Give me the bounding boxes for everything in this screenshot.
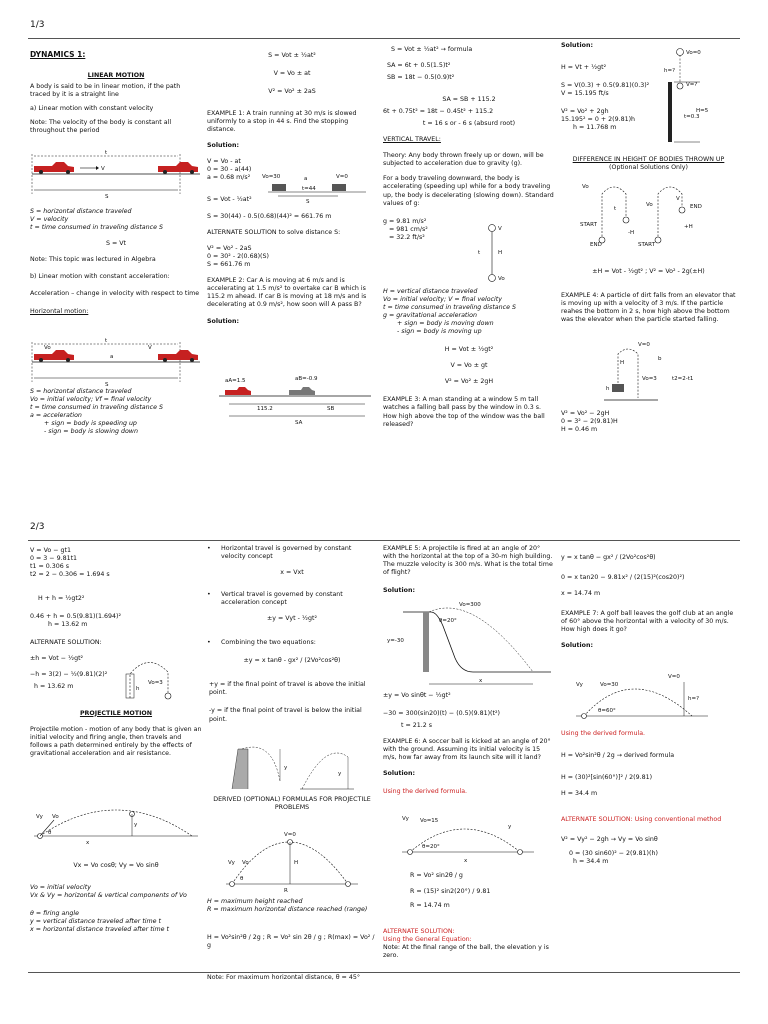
solution-line: y = x tanθ − gx² / (2Vo²cos²θ) [561,554,656,561]
p2-column-1 [30,547,202,758]
svg-text:t: t [478,250,481,256]
svg-text:V=0: V=0 [284,832,296,838]
definition: t = time consumed in traveling distance S [383,304,516,312]
svg-text:H: H [620,360,625,366]
page-number: 2/3 [30,522,45,532]
definition: Vo = initial velocity [30,884,91,892]
bullet-icon: • [207,639,211,647]
solution-line: 0 = x tan20 − 9.81x² / (2(15)²(cos20)²) [561,574,685,582]
formula: H = Vo²sin²θ / 2g ; R = Vo² sin 2θ / g ; R(max) = Vo² / g [207,934,375,950]
solution-line: 0 = 30 - a(44) [207,166,252,174]
definition: + sign = body is moving down [397,320,494,328]
solution-line: −h = 3(2) − ½(9.81)(2)² [30,671,108,679]
solution-label: Solution: [561,642,593,650]
formula: S = Vot ± ½at² → formula [391,46,473,53]
definition: t = time consumed in traveling distance S [30,404,163,412]
solution-line: H = 0.46 m [561,426,598,434]
paragraph: A body is said to be in linear motion, if the path traced by it is a straight line [30,82,181,98]
solution-line: 0 = 3² − 2(9.81)H [561,418,618,426]
definition: S = horizontal distance traveled [30,208,132,215]
svg-text:Vo=300: Vo=300 [459,602,481,608]
definition: S = horizontal distance traveled [30,388,132,395]
definition: Vo = initial velocity; V = final velocity [383,296,502,304]
solution-line: S = V(0.3) + 0.5(9.81)(0.3)² [561,82,650,90]
solution-line: H = (30)²[sin(60°)]² / 2(9.81) [561,774,653,782]
p1-column-4 [561,42,671,132]
svg-text:Vo=30: Vo=30 [262,174,281,180]
paragraph: Note: At the final range of the ball, the elevation y is zero. [383,944,549,960]
solution-line: h = 13.62 m [48,621,88,629]
svg-text:t=0.3: t=0.3 [684,114,700,120]
definition: g = gravitational acceleration [383,312,477,320]
svg-text:θ: θ [48,830,52,836]
solution-line: R = (15)² sin2(20°) / 9.81 [410,888,491,896]
svg-text:SB: SB [327,406,335,412]
svg-text:START: START [638,242,655,248]
paragraph: a) Linear motion with constant velocity [30,104,154,112]
formula: V = Vo ± at [273,70,311,78]
svg-text:Vo=0: Vo=0 [686,50,701,56]
svg-text:aA=1.5: aA=1.5 [225,378,246,384]
svg-text:Vy: Vy [36,814,43,820]
example-text: EXAMPLE 4: A particle of dirt falls from an elevator that is moving up with a velocity of 3 m/s. If the particle reahes the bottom in 2 s, how high above the bottom was the elevator when the particle started falling. [561,292,736,324]
svg-text:t: t [614,206,617,212]
svg-text:h: h [136,686,140,692]
svg-text:V: V [148,345,152,351]
svg-text:t2=2-t1: t2=2-t1 [672,376,694,382]
solution-line: t = 21.2 s [401,722,433,730]
doc-title: DYNAMICS 1: [30,50,86,59]
definition: + sign = body is speeding up [44,420,137,428]
svg-text:Vo: Vo [646,202,653,208]
example-text: EXAMPLE 5: A projectile is fired at an angle of 20° with the horizontal at the top of a 30-m high building. The muzzle velocity is 300 m/s. What is the total time of flight? [383,545,553,577]
svg-text:H=5: H=5 [696,108,709,114]
paragraph: Projectile motion - motion of any body that is given an initial velocity and firing angle, then travels and follows a path determined entirely by the effects of gravitational acceleration and air resistance. [30,725,202,757]
car-icon [225,387,251,395]
svg-text:S: S [105,382,109,388]
p2-column-3b [383,692,555,796]
solution-line: 0 = 3 − 9.81t1 [30,555,78,563]
formula: ±H = Vot - ½gt² ; V² = Vo² - 2g(±H) [592,268,705,275]
solution-line: h = 11.768 m [573,124,617,132]
page-rule [28,972,740,973]
formula: ±y = Vyt - ½gt² [267,615,317,623]
paragraph: Note: The velocity of the body is constant all throughout the period [30,118,172,134]
plus-minus-y-figure [228,745,358,793]
svg-text:y=-30: y=-30 [387,638,404,644]
svg-text:V: V [498,226,502,232]
svg-text:y: y [338,771,342,777]
elevator-figure [598,340,708,408]
svg-text:V: V [676,196,680,202]
solution-line: h = 13.62 m [34,683,74,691]
svg-text:H: H [294,860,299,866]
section-heading: PROJECTILE MOTION [79,709,153,717]
train-figure [258,168,368,206]
alt-solution-figure [124,654,184,700]
svg-text:a: a [110,354,114,360]
solution-label: Solution: [207,142,239,150]
solution-line: V = Vo - at [207,158,241,166]
p1-column-3 [383,46,555,242]
svg-text:h: h [606,386,610,392]
window-figure [660,44,740,154]
svg-text:Vo: Vo [242,860,249,866]
solution-line: h = 34.4 m [573,858,609,866]
svg-text:Vo=15: Vo=15 [420,818,439,824]
formula: SA = 6t + 0.5(1.5)t² [387,62,451,70]
red-note: Using the General Equation: [383,936,472,944]
subheading: Horizontal motion: [30,308,89,316]
solution-line: a = 0.68 m/s² [207,174,251,182]
formula: t = 16 s or - 6 s (absurd root) [422,120,516,128]
range-height-figure [222,818,362,892]
example-text: EXAMPLE 3: A man standing at a window 5 m tall watches a falling ball pass by the window in 0.3 s. How high above the top of the window was the ball released? [383,396,545,428]
formula: g = 9.81 m/s² [383,217,427,225]
red-note: ALTERNATE SOLUTION: [383,928,455,935]
svg-text:V=0: V=0 [336,174,348,180]
definition: H = maximum height reached [207,898,303,905]
svg-text:y: y [284,765,288,771]
formula: = 32.2 ft/s² [389,233,425,241]
paragraph: Acceleration – change in velocity with respect to time [30,290,200,298]
svg-text:R: R [284,888,288,894]
svg-text:aB=-0.9: aB=-0.9 [295,376,318,382]
paragraph: For a body traveling downward, the body is accelerating (speeding up) while for a body traveling up, the body is decelerating (slowing down). Standard values of g: [383,175,554,207]
formula: S = Vt [105,240,127,248]
car-icon [289,387,315,395]
definition: R = maximum horizontal distance reached (range) [207,906,368,914]
solution-line: H = Vt + ½gt² [561,64,607,72]
svg-text:START: START [580,222,597,228]
svg-text:h=?: h=? [664,68,676,74]
solution-line: x = 14.74 m [561,590,601,598]
solution-line: 0.46 + h = 0.5(9.81)(1.694)² [30,613,121,621]
definition: - sign = body is slowing down [44,428,138,436]
p2-column-2b [207,796,377,812]
solution-line: V = 15.195 ft/s [561,90,609,98]
projectile-figure [30,792,202,852]
solution-line: V² = Vo² - 2aS [207,244,252,252]
solution-line: V = Vo − gt1 [30,547,72,554]
definition: H = vertical distance traveled [383,288,478,295]
solution-label: Solution: [561,42,593,49]
p1-column-1c [30,388,202,436]
example-text: EXAMPLE 7: A golf ball leaves the golf club at an angle of 60° above the horizontal with a velocity of 30 m/s. How high does it go? [561,610,734,634]
definition: x = horizontal distance traveled after time t [30,926,169,934]
svg-text:S: S [105,194,109,200]
page-rule [28,540,740,541]
svg-text:x: x [464,858,468,864]
formula: x = Vxt [280,569,304,577]
p1-column-1 [30,50,202,135]
p2-column-2 [207,545,377,724]
solution-line: V² = Vo² + 2gh [561,108,609,116]
p1-column-1b [30,208,202,316]
svg-text:SA: SA [295,420,303,426]
definition: a = acceleration [30,412,82,420]
vertical-travel-figure [462,222,522,284]
svg-text:Vy: Vy [576,682,583,688]
svg-text:115.2: 115.2 [257,406,273,412]
svg-text:-H: -H [628,230,635,236]
svg-text:V=0: V=0 [638,342,650,348]
svg-text:H: H [498,250,503,256]
solution-line: V² = Vo² − 2gH [561,410,610,417]
p2-column-4b [561,730,741,866]
p1-column-4b [561,156,736,172]
definition: t = time consumed in traveling distance S [30,224,163,232]
p1-column-4c [561,268,736,324]
svg-text:Vo: Vo [498,276,505,282]
paragraph: ALTERNATE SOLUTION to solve distance S: [207,228,341,236]
svg-text:θ=60°: θ=60° [598,708,616,714]
building-projectile-figure [383,598,553,690]
paragraph: +y = if the final point of travel is above the initial point. [209,681,366,697]
page-number: 1/3 [30,20,45,30]
train-icon [332,184,346,191]
constant-velocity-figure [30,148,202,200]
svg-text:y: y [134,822,138,828]
svg-text:θ: θ [240,876,244,882]
definition: Vx & Vy = horizontal & vertical components of Vo [30,892,187,900]
svg-text:θ=20°: θ=20° [439,618,457,624]
definition: θ = firing angle [30,910,79,918]
solution-line: −30 = 300(sin20)(t) − (0.5)(9.81)(t²) [383,710,500,718]
paragraph: b) Linear motion with constant acceleration: [30,273,170,281]
formula: 6t + 0.75t² = 18t − 0.45t² + 115.2 [383,108,494,116]
formula: S = Vot ± ½at² [268,52,316,59]
formula: V = Vo ± gt [450,362,488,370]
golf-figure [572,672,712,724]
solution-line: 0 = 30² - 2(0.68)(S) [207,252,269,260]
solution-line: ±y = Vo sinθt − ½gt² [383,692,451,699]
solution-line: H = Vo²sin²θ / 2g → derived formula [561,752,675,760]
svg-text:t: t [105,150,108,156]
p2-column-1b [30,862,202,934]
formula: SA = SB + 115.2 [442,96,496,104]
svg-text:Vy: Vy [228,860,235,866]
p2-column-4 [561,554,741,650]
train-icon [272,184,286,191]
page-rule [28,38,740,39]
solution-label: Solution: [383,770,415,778]
solution-line: S = 661.76 m [207,260,251,268]
solution-line: V² = Vy² − 2gh → Vy = Vo sinθ [561,836,658,844]
p2-column-2c [207,898,377,982]
bullet-icon: • [207,591,211,599]
solution-line: t2 = 2 − 0.306 = 1.694 s [30,571,110,579]
p1-column-3b [383,288,555,429]
svg-text:+H: +H [684,224,693,230]
solution-line: S = 30(44) - 0.5(0.68)(44)² = 661.76 m [207,212,332,220]
red-note: Using the derived formula. [383,788,468,796]
bullet-text: Combining the two equations: [221,639,316,647]
svg-text:t=44: t=44 [302,186,316,192]
svg-text:Vo=30: Vo=30 [600,682,619,688]
svg-text:θ=20°: θ=20° [422,844,440,850]
car-overtake-figure [215,372,375,428]
red-note: ALTERNATE SOLUTION: Using conventional method [561,816,722,824]
svg-text:V=?: V=? [686,82,698,88]
svg-text:x: x [479,678,483,684]
svg-text:S: S [306,199,310,205]
svg-text:END: END [690,204,702,210]
p1-column-4d [561,410,671,434]
definition: V = velocity [30,216,69,224]
bullet-text: Vertical travel is governed by constant acceleration concept [221,591,343,607]
solution-label: Solution: [207,317,239,325]
svg-text:x: x [86,840,90,846]
subheading: ALTERNATE SOLUTION: [30,639,102,647]
example-text: EXAMPLE 2: Car A is moving at 6 m/s and is accelerating at 1.5 m/s² to overtake car B which is 115.2 m ahead. If car B is moving at 18 m/s and is decelerating at 0.9 m/s², how soon will A pass B? [207,276,367,308]
svg-text:Vo: Vo [44,345,51,351]
bullet-text: Horizontal travel is governed by constant velocity concept [221,545,352,561]
paragraph: Theory: Any body thrown freely up or down, will be subjected to acceleration due to gravity (g). [383,152,544,168]
formula: ±y = x tanθ - gx² / (2Vo²cos²θ) [243,657,341,665]
solution-line: R = Vo² sin2θ / g [410,872,463,879]
formula: V² = Vo² ± 2aS [268,88,316,96]
formula: H = Vot ± ½gt² [444,346,494,354]
svg-text:Vo: Vo [582,184,589,190]
solution-line: ±h = Vot − ½gt² [30,655,84,663]
solution-line: 15.195² = 0 + 2(9.81)h [561,116,636,124]
solution-label: Solution: [383,587,415,595]
p2-column-3d [383,928,555,960]
formula: Vx = Vo cosθ; Vy = Vo sinθ [73,862,159,869]
formula: SB = 18t − 0.5(0.9)t² [387,74,455,82]
svg-text:Vo=3: Vo=3 [148,680,163,686]
solution-line: H = 34.4 m [561,790,598,798]
bullet-icon: • [207,545,211,552]
definition: - sign = body is moving up [397,328,482,336]
constant-acceleration-figure [30,336,202,386]
svg-text:a: a [304,176,308,182]
svg-text:t: t [105,338,108,344]
example-text: EXAMPLE 6: A soccer ball is kicked at an angle of 20° with the ground. Assuming its initial velocity is 15 m/s, how far away from its launch site will it land? [383,738,551,762]
soccer-figure [398,812,538,864]
p2-column-3 [383,545,555,595]
subheading: VERTICAL TRAVEL: [383,136,441,144]
definition: y = vertical distance traveled after time t [30,918,162,926]
red-note: Using the derived formula. [561,730,646,737]
thrown-up-figure [580,180,720,252]
paragraph: Note: This topic was lectured in Algebra [30,256,156,264]
paragraph: -y = if the final point of travel is below the initial point. [209,707,362,723]
svg-text:Vo: Vo [52,814,59,820]
solution-line: R = 14.74 m [410,902,450,910]
subheading: DERIVED (OPTIONAL) FORMULAS FOR PROJECTILE PROBLEMS [213,796,371,812]
subheading: DIFFERENCE IN HEIGHT OF BODIES THROWN UP [572,156,725,163]
definition: Vo = initial velocity; Vf = final velocity [30,396,152,404]
svg-text:END: END [590,242,602,248]
svg-text:V: V [101,166,105,172]
svg-text:Vy: Vy [402,816,409,822]
solution-line: S = Vot - ½at² [207,196,252,204]
formula: V² = Vo² ± 2gH [444,378,494,386]
svg-text:Vo=3: Vo=3 [642,376,657,382]
svg-text:b: b [658,356,662,362]
solution-line: H + h = ½gt2² [38,595,85,603]
paragraph: Note: For maximum horizontal distance, θ = 45° [207,974,360,982]
example-text: EXAMPLE 1: A train running at 30 m/s is slowed uniformly to a stop in 44 s. Find the stopping distance. [207,110,357,134]
svg-text:V=0: V=0 [668,674,680,680]
section-heading: LINEAR MOTION [87,71,145,79]
svg-text:h=?: h=? [688,696,700,702]
formula: = 981 cm/s² [389,225,428,233]
svg-text:y: y [508,824,512,830]
p2-column-3c [410,872,550,910]
subheading: (Optional Solutions Only) [609,164,688,172]
solution-line: t1 = 0.306 s [30,563,70,571]
solution-line: 0 = (30 sin60)² − 2(9.81)(h) [569,850,658,858]
